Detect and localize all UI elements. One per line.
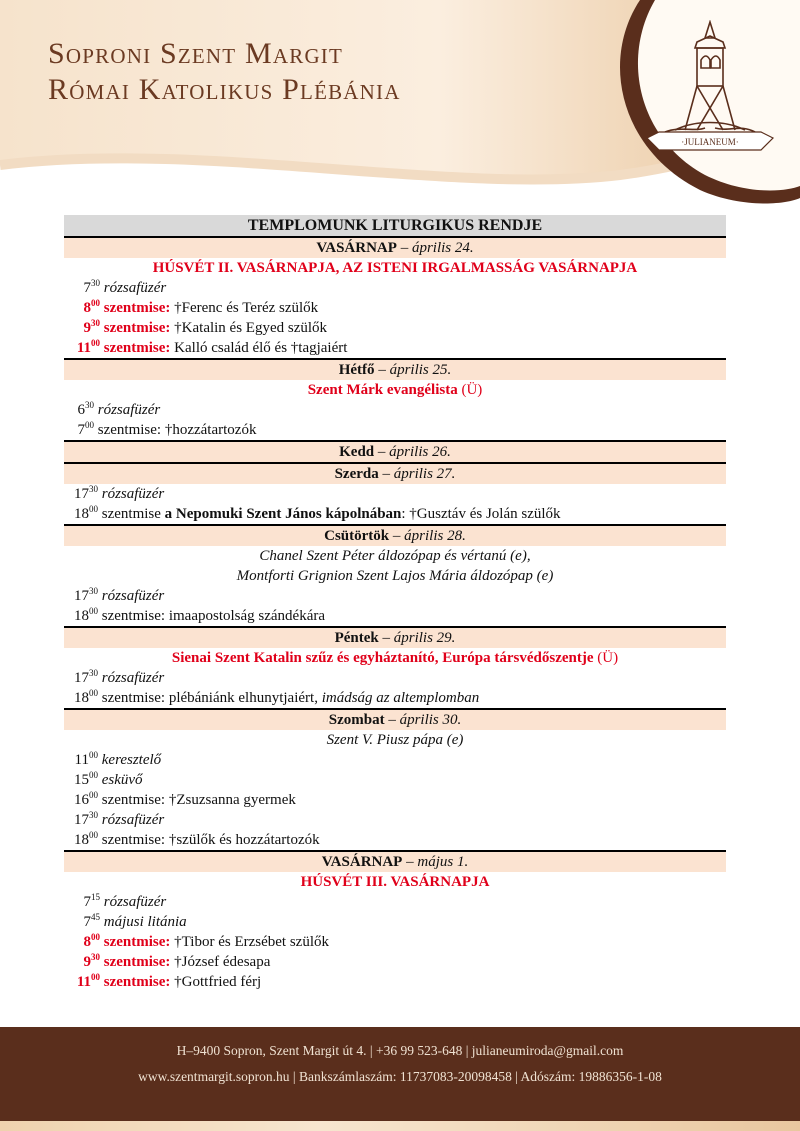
day-name: Kedd xyxy=(339,444,375,460)
parish-title xyxy=(48,36,401,108)
schedule-item xyxy=(64,770,726,790)
time-minute: 00 xyxy=(89,790,98,800)
time-minute: 30 xyxy=(89,810,98,820)
time-hour: 17 xyxy=(74,670,89,686)
item-label: szentmise: xyxy=(101,608,166,624)
day-header xyxy=(64,440,726,462)
item-intention: Kalló család élő és †tagjaiért xyxy=(170,340,348,356)
schedule-item xyxy=(64,830,726,850)
time-hour: 18 xyxy=(74,832,89,848)
day-date: – április 25. xyxy=(374,362,452,378)
time-minute: 00 xyxy=(91,338,100,348)
time-minute: 00 xyxy=(89,688,98,698)
schedule-item xyxy=(64,298,726,318)
time-hour: 17 xyxy=(74,588,89,604)
feast-line xyxy=(64,546,726,566)
time-minute: 15 xyxy=(91,892,100,902)
item-label: szentmise: xyxy=(97,422,162,438)
item-label: szentmise: xyxy=(101,832,166,848)
feast-line xyxy=(64,872,726,892)
time-hour: 7 xyxy=(83,914,91,930)
item-intention: †Katalin és Egyed szülők xyxy=(170,320,328,336)
day-date: – április 24. xyxy=(396,240,474,256)
time-hour: 8 xyxy=(83,934,91,950)
feast-text: Montforti Grignion Szent Lajos Mária áldozópap (e) xyxy=(236,568,554,584)
schedule-item xyxy=(64,338,726,358)
liturgical-schedule xyxy=(64,215,726,992)
item-label: szentmise: xyxy=(103,934,171,950)
day-header xyxy=(64,626,726,648)
feast-text: Sienai Szent Katalin szűz és egyháztanító, Európa társvédőszentje xyxy=(171,650,594,666)
day-date: – április 28. xyxy=(389,528,466,544)
item-label: rózsafüzér xyxy=(101,812,165,828)
time-minute: 00 xyxy=(91,932,100,942)
item-label: szentmise: xyxy=(103,340,171,356)
schedule-item xyxy=(64,278,726,298)
feast-text: Chanel Szent Péter áldozópap és vértanú (e), xyxy=(259,548,531,564)
time-minute: 30 xyxy=(91,952,100,962)
time-hour: 17 xyxy=(74,812,89,828)
time-minute: 00 xyxy=(89,504,98,514)
time-minute: 00 xyxy=(85,420,94,430)
day-header xyxy=(64,708,726,730)
item-label: esküvő xyxy=(101,772,143,788)
schedule-item xyxy=(64,484,726,504)
time xyxy=(64,750,98,770)
item-location: a Nepomuki Szent János kápolnában xyxy=(160,506,402,522)
feast-text: HÚSVÉT III. VASÁRNAPJA xyxy=(300,874,490,890)
time-minute: 00 xyxy=(89,770,98,780)
schedule-item xyxy=(64,912,726,932)
time-minute: 30 xyxy=(89,668,98,678)
time xyxy=(64,606,98,626)
time-hour: 9 xyxy=(83,954,91,970)
schedule-item xyxy=(64,932,726,952)
schedule-title: TEMPLOMUNK LITURGIKUS RENDJE xyxy=(64,215,726,238)
day-list xyxy=(64,238,726,992)
time-hour: 11 xyxy=(76,974,91,990)
footer-bank-info: www.szentmargit.sopron.hu | Bankszámlaszám: 11737083-20098458 | Adószám: 19886356-1-08 xyxy=(138,1069,662,1084)
feast-rank: (Ü) xyxy=(457,382,483,398)
time-hour: 7 xyxy=(83,280,91,296)
time xyxy=(64,298,100,318)
item-label: szentmise xyxy=(101,506,161,522)
footer-contact: H–9400 Sopron, Szent Margit út 4. | +36 99 523-648 | julianeumiroda@gmail.com xyxy=(176,1043,624,1058)
feast-line xyxy=(64,566,726,586)
feast-text: Szent Márk evangélista xyxy=(307,382,458,398)
time-hour: 17 xyxy=(74,486,89,502)
schedule-item xyxy=(64,688,726,708)
item-label: szentmise: xyxy=(103,954,171,970)
feast-line xyxy=(64,730,726,750)
time xyxy=(64,504,98,524)
schedule-item xyxy=(64,400,726,420)
logo-banner-text: ·JULIANEUM· xyxy=(681,137,739,147)
time xyxy=(64,830,98,850)
time-minute: 30 xyxy=(89,484,98,494)
feast-line xyxy=(64,380,726,400)
time-hour: 6 xyxy=(77,402,85,418)
item-intention: †Tibor és Erzsébet szülők xyxy=(170,934,329,950)
time-minute: 00 xyxy=(89,606,98,616)
feast-rank: (Ü) xyxy=(593,650,619,666)
time-minute: 00 xyxy=(91,972,100,982)
day-name: VASÁRNAP xyxy=(316,240,397,256)
schedule-item xyxy=(64,750,726,770)
item-label: rózsafüzér xyxy=(101,588,165,604)
time-hour: 7 xyxy=(83,894,91,910)
item-intention: †Ferenc és Teréz szülők xyxy=(170,300,319,316)
time-hour: 16 xyxy=(74,792,89,808)
time-minute: 30 xyxy=(85,400,94,410)
day-header xyxy=(64,358,726,380)
time xyxy=(64,688,98,708)
bell-tower-logo xyxy=(645,20,775,160)
time-hour: 9 xyxy=(83,320,91,336)
day-date: – április 30. xyxy=(384,712,462,728)
title-line-2: Római Katolikus Plébánia xyxy=(48,73,401,106)
schedule-item xyxy=(64,420,726,440)
item-label: rózsafüzér xyxy=(103,894,167,910)
item-label: keresztelő xyxy=(101,752,162,768)
schedule-item xyxy=(64,810,726,830)
header xyxy=(0,0,800,215)
day-name: Szerda xyxy=(334,466,379,482)
time xyxy=(64,278,100,298)
time xyxy=(64,932,100,952)
time xyxy=(74,420,94,440)
footer-decor-strip xyxy=(0,1121,800,1131)
item-label: rózsafüzér xyxy=(103,280,167,296)
time-hour: 11 xyxy=(74,752,89,768)
time-minute: 45 xyxy=(91,912,100,922)
schedule-item xyxy=(64,606,726,626)
time xyxy=(64,484,98,504)
feast-line xyxy=(64,258,726,278)
day-name: Péntek xyxy=(334,630,379,646)
day-name: Szombat xyxy=(328,712,385,728)
item-intention: †Gottfried férj xyxy=(170,974,262,990)
footer xyxy=(0,1027,800,1131)
day-date: – április 29. xyxy=(378,630,456,646)
schedule-item xyxy=(64,668,726,688)
item-label: szentmise: xyxy=(103,300,171,316)
item-intention: †szülők és hozzátartozók xyxy=(165,832,320,848)
item-intention: †Zsuzsanna gyermek xyxy=(165,792,296,808)
title-line-1: Soproni Szent Margit xyxy=(48,37,344,70)
time xyxy=(64,318,100,338)
feast-line xyxy=(64,648,726,668)
time-minute: 30 xyxy=(89,586,98,596)
time xyxy=(64,586,98,606)
time-minute: 30 xyxy=(91,318,100,328)
time xyxy=(64,810,98,830)
time xyxy=(64,790,98,810)
item-intention: : †Gusztáv és Jolán szülők xyxy=(401,506,561,522)
time-minute: 00 xyxy=(89,750,98,760)
day-date: – április 27. xyxy=(378,466,456,482)
schedule-item xyxy=(64,586,726,606)
feast-text: HÚSVÉT II. VASÁRNAPJA, AZ ISTENI IRGALMASSÁG VASÁRNAPJA xyxy=(152,260,638,276)
item-label: májusi litánia xyxy=(103,914,187,930)
item-label: szentmise: xyxy=(101,792,166,808)
day-name: VASÁRNAP xyxy=(321,854,403,870)
item-intention: plébániánk elhunytjaiért, xyxy=(165,690,322,706)
time-hour: 15 xyxy=(74,772,89,788)
day-header xyxy=(64,238,726,258)
time xyxy=(64,892,100,912)
item-label: rózsafüzér xyxy=(101,670,165,686)
time-minute: 30 xyxy=(91,278,100,288)
item-note: imádság az altemplomban xyxy=(321,690,480,706)
item-label: szentmise: xyxy=(103,974,171,990)
time-hour: 18 xyxy=(74,506,89,522)
time xyxy=(64,972,100,992)
day-header xyxy=(64,462,726,484)
item-label: szentmise: xyxy=(103,320,171,336)
item-label: rózsafüzér xyxy=(97,402,161,418)
time xyxy=(64,952,100,972)
schedule-item xyxy=(64,892,726,912)
day-name: Csütörtök xyxy=(324,528,390,544)
item-intention: †József édesapa xyxy=(170,954,271,970)
time-hour: 8 xyxy=(83,300,91,316)
time-hour: 18 xyxy=(74,608,89,624)
day-date: – május 1. xyxy=(402,854,469,870)
time-hour: 11 xyxy=(76,340,91,356)
time-minute: 00 xyxy=(91,298,100,308)
schedule-item xyxy=(64,790,726,810)
time xyxy=(64,668,98,688)
time-minute: 00 xyxy=(89,830,98,840)
item-intention: imaapostolság szándékára xyxy=(165,608,326,624)
time-hour: 18 xyxy=(74,690,89,706)
item-label: szentmise: xyxy=(101,690,166,706)
schedule-item xyxy=(64,318,726,338)
item-intention: †hozzátartozók xyxy=(161,422,257,438)
time xyxy=(74,400,94,420)
day-date: – április 26. xyxy=(374,444,451,460)
time xyxy=(64,912,100,932)
schedule-item xyxy=(64,972,726,992)
day-header xyxy=(64,850,726,872)
day-header xyxy=(64,524,726,546)
item-label: rózsafüzér xyxy=(101,486,165,502)
time xyxy=(64,770,98,790)
feast-text: Szent V. Piusz pápa (e) xyxy=(326,732,464,748)
day-name: Hétfő xyxy=(338,362,375,378)
schedule-item xyxy=(64,952,726,972)
time-hour: 7 xyxy=(77,422,85,438)
time xyxy=(64,338,100,358)
schedule-item xyxy=(64,504,726,524)
